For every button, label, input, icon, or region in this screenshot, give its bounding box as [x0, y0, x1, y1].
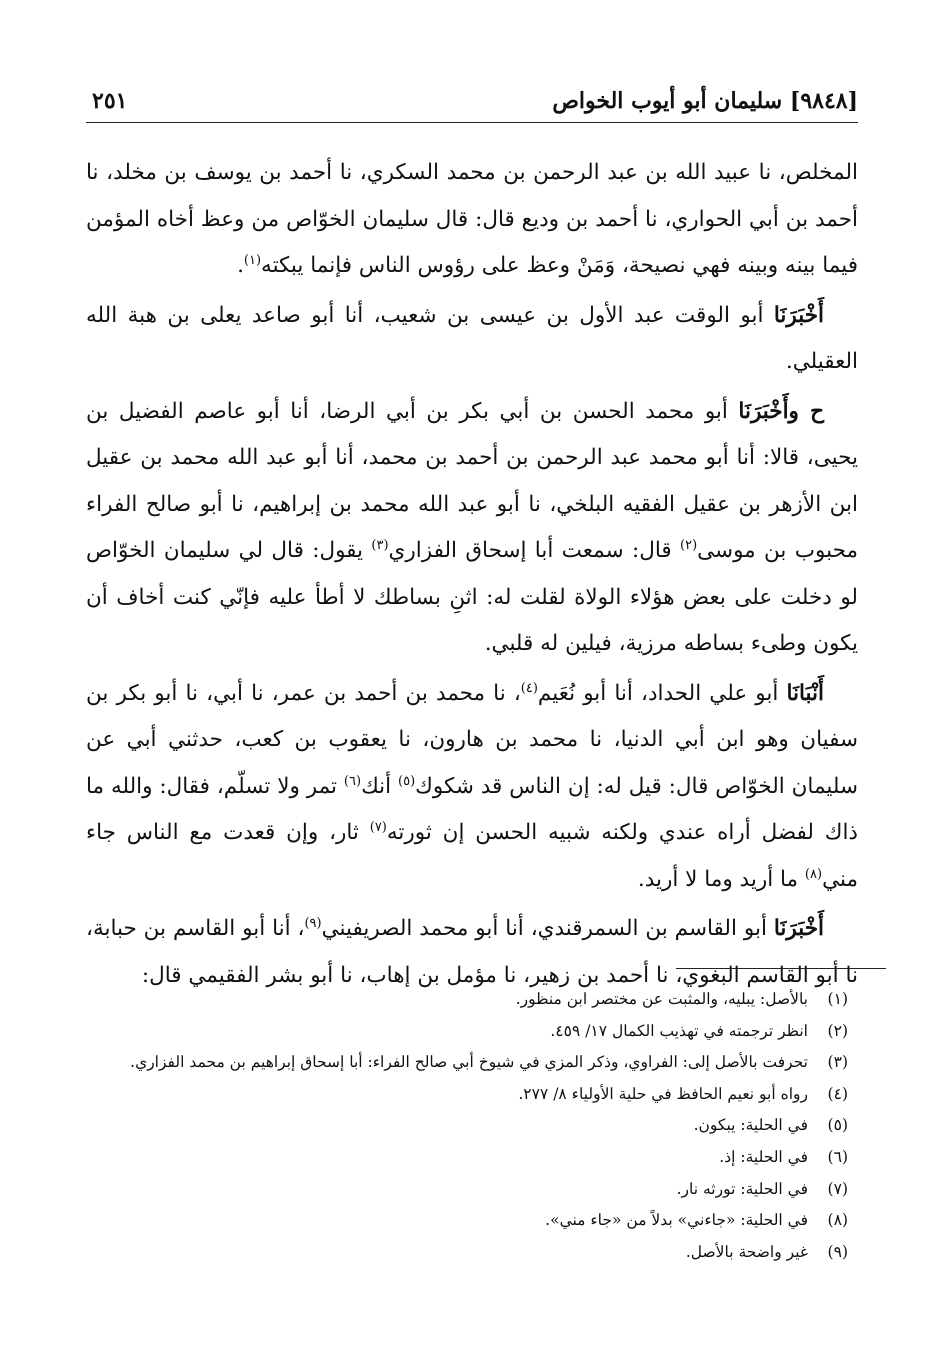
- page-number: ٢٥١: [92, 88, 128, 114]
- header-title: [٩٨٤٨] سليمان أبو أيوب الخواص: [552, 88, 858, 114]
- paragraph-text: المخلص، نا عبيد الله بن عبد الرحمن بن محمد السكري، نا أحمد بن يوسف بن مخلد، نا أحمد بن أبي الحواري، نا أحمد بن وديع قال: قال سليمان الخوّاص من وعظ أخاه المؤمن فيما بينه وبينه فهي نصيحة، وَمَنْ وعظ على رؤوس الناس فإنما يبكته: [86, 160, 858, 278]
- footnote-text: رواه أبو نعيم الحافظ في حلية الأولياء ٨/ ٢٧٧.: [518, 1084, 808, 1103]
- footnote-item: [86, 1237, 858, 1269]
- footnote-item: [86, 1016, 858, 1048]
- footnote-text: في الحلية: إذ.: [719, 1147, 808, 1166]
- paragraph-text: ما أريد وما لا أريد.: [637, 866, 805, 892]
- isnad-keyword: أَخْبَرَنَا: [773, 302, 824, 328]
- footnote-reference: (٩): [304, 915, 322, 931]
- paragraph-text: تمر ولا تسلّم، فقال: والله ما ذاك لفضل أراه عندي ولكنه شبيه الحسن إن ثورته: [86, 773, 858, 845]
- paragraph-text: ثار، وإن قعدت مع الناس جاء مني: [86, 820, 858, 892]
- footnote-number: (٢): [827, 1021, 848, 1040]
- paragraph-text: أبو الوقت عبد الأول بن عيسى بن شعيب، أنا أبو صاعد يعلى بن هبة الله العقيلي.: [86, 302, 858, 374]
- footnote-reference: (١): [243, 252, 262, 268]
- footnote-number: (٤): [827, 1084, 848, 1103]
- main-text: [86, 150, 858, 999]
- footnote-item: [86, 1110, 858, 1142]
- footnotes: [86, 984, 858, 1268]
- footnote-number: (٦): [827, 1147, 848, 1166]
- footnote-text: غير واضحة بالأصل.: [685, 1242, 808, 1261]
- footnote-number: (٧): [827, 1179, 848, 1198]
- paragraph-text: أنك: [361, 773, 399, 799]
- footnote-reference: (٤): [520, 680, 538, 696]
- paragraph-text: .: [237, 253, 244, 278]
- paragraph: [86, 150, 858, 290]
- isnad-keyword: ح وأَخْبَرَنَا: [738, 398, 824, 424]
- footnote-number: (١): [827, 990, 848, 1008]
- footnote-item: [86, 1047, 858, 1079]
- footnote-reference: (٢): [680, 537, 698, 553]
- paragraph-text: قال: سمعت أبا إسحاق الفزاري: [388, 538, 680, 563]
- footnote-item: [86, 984, 858, 1016]
- footnote-text: بالأصل: يبليه، والمثبت عن مختصر ابن منظور.: [515, 990, 808, 1008]
- paragraph-text: ، أنا أبو القاسم بن حبابة، نا أبو القاسم البغوي، نا أحمد بن زهير، نا مؤمل بن إهاب، نا أبو بشر الفقيمي قال:: [86, 916, 858, 988]
- footnote-text: تحرفت بالأصل إلى: الفراوي، وذكر المزي في شيوخ أبي صالح الفراء: أبا إسحاق إبراهيم بن محمد الفزاري.: [130, 1053, 808, 1072]
- footnote-reference: (٣): [371, 537, 389, 553]
- footnote-text: في الحلية: يبكون.: [693, 1116, 808, 1135]
- paragraph: [86, 671, 858, 904]
- footnote-item: [86, 1205, 858, 1237]
- footnote-number: (٥): [827, 1116, 848, 1135]
- isnad-keyword: أَنْبَانَا: [786, 680, 824, 706]
- footnote-item: [86, 1174, 858, 1206]
- paragraph: [86, 389, 858, 668]
- footnote-item: [86, 1142, 858, 1174]
- footnote-text: في الحلية: تورثه نار.: [676, 1179, 808, 1198]
- footnote-number: (٨): [827, 1211, 848, 1230]
- paragraph-text: أبو علي الحداد، أنا أبو نُعَيم: [537, 680, 787, 706]
- footnote-reference: (٨): [804, 866, 823, 882]
- paragraph-text: أبو القاسم بن السمرقندي، أنا أبو محمد الصريفيني: [321, 916, 774, 941]
- footnote-number: (٩): [827, 1242, 848, 1261]
- paragraph-text: أبو محمد الحسن بن أبي بكر بن أبي الرضا، أنا أبو عاصم الفضيل بن يحيى، قالا: أنا أبو محمد عبد الرحمن بن أحمد بن محمد، أنا أبو عبد الله محمد بن عقيل ابن الأزهر بن عقيل الفقيه البلخي، نا أبو عبد الله محمد بن إبراهيم، نا أبو صالح الفراء محبوب بن موسى: [86, 398, 858, 563]
- footnote-text: انظر ترجمته في تهذيب الكمال ١٧/ ٤٥٩.: [550, 1021, 808, 1040]
- paragraph-text: ، نا محمد بن أحمد بن عمر، نا أبي، نا أبو بكر بن سفيان وهو ابن أبي الدنيا، نا محمد بن هارون، نا يعقوب بن كعب، حدثني أبي عن سليمان الخوّاص قال: قيل له: إن الناس قد شكوك: [86, 680, 858, 799]
- footnote-reference: (٦): [343, 773, 362, 789]
- footnote-reference: (٥): [398, 773, 416, 789]
- footnote-number: (٣): [827, 1053, 848, 1072]
- paragraph: [86, 293, 858, 386]
- footnote-separator: [676, 968, 886, 969]
- isnad-keyword: أَخْبَرَنَا: [773, 916, 824, 941]
- footnote-text: في الحلية: «جاءني» بدلاً من «جاء مني».: [545, 1211, 808, 1230]
- footnote-item: [86, 1079, 858, 1111]
- running-header: [86, 88, 858, 123]
- paragraph-text: يقول: قال لي سليمان الخوّاص لو دخلت على بعض هؤلاء الولاة لقلت له: اثنِ بساطك لا أطأ عليه فإنّي كنت أخاف أن يكون وطىء بساطه مرزية، فيلين له قلبي.: [86, 538, 858, 656]
- footnote-reference: (٧): [369, 819, 387, 835]
